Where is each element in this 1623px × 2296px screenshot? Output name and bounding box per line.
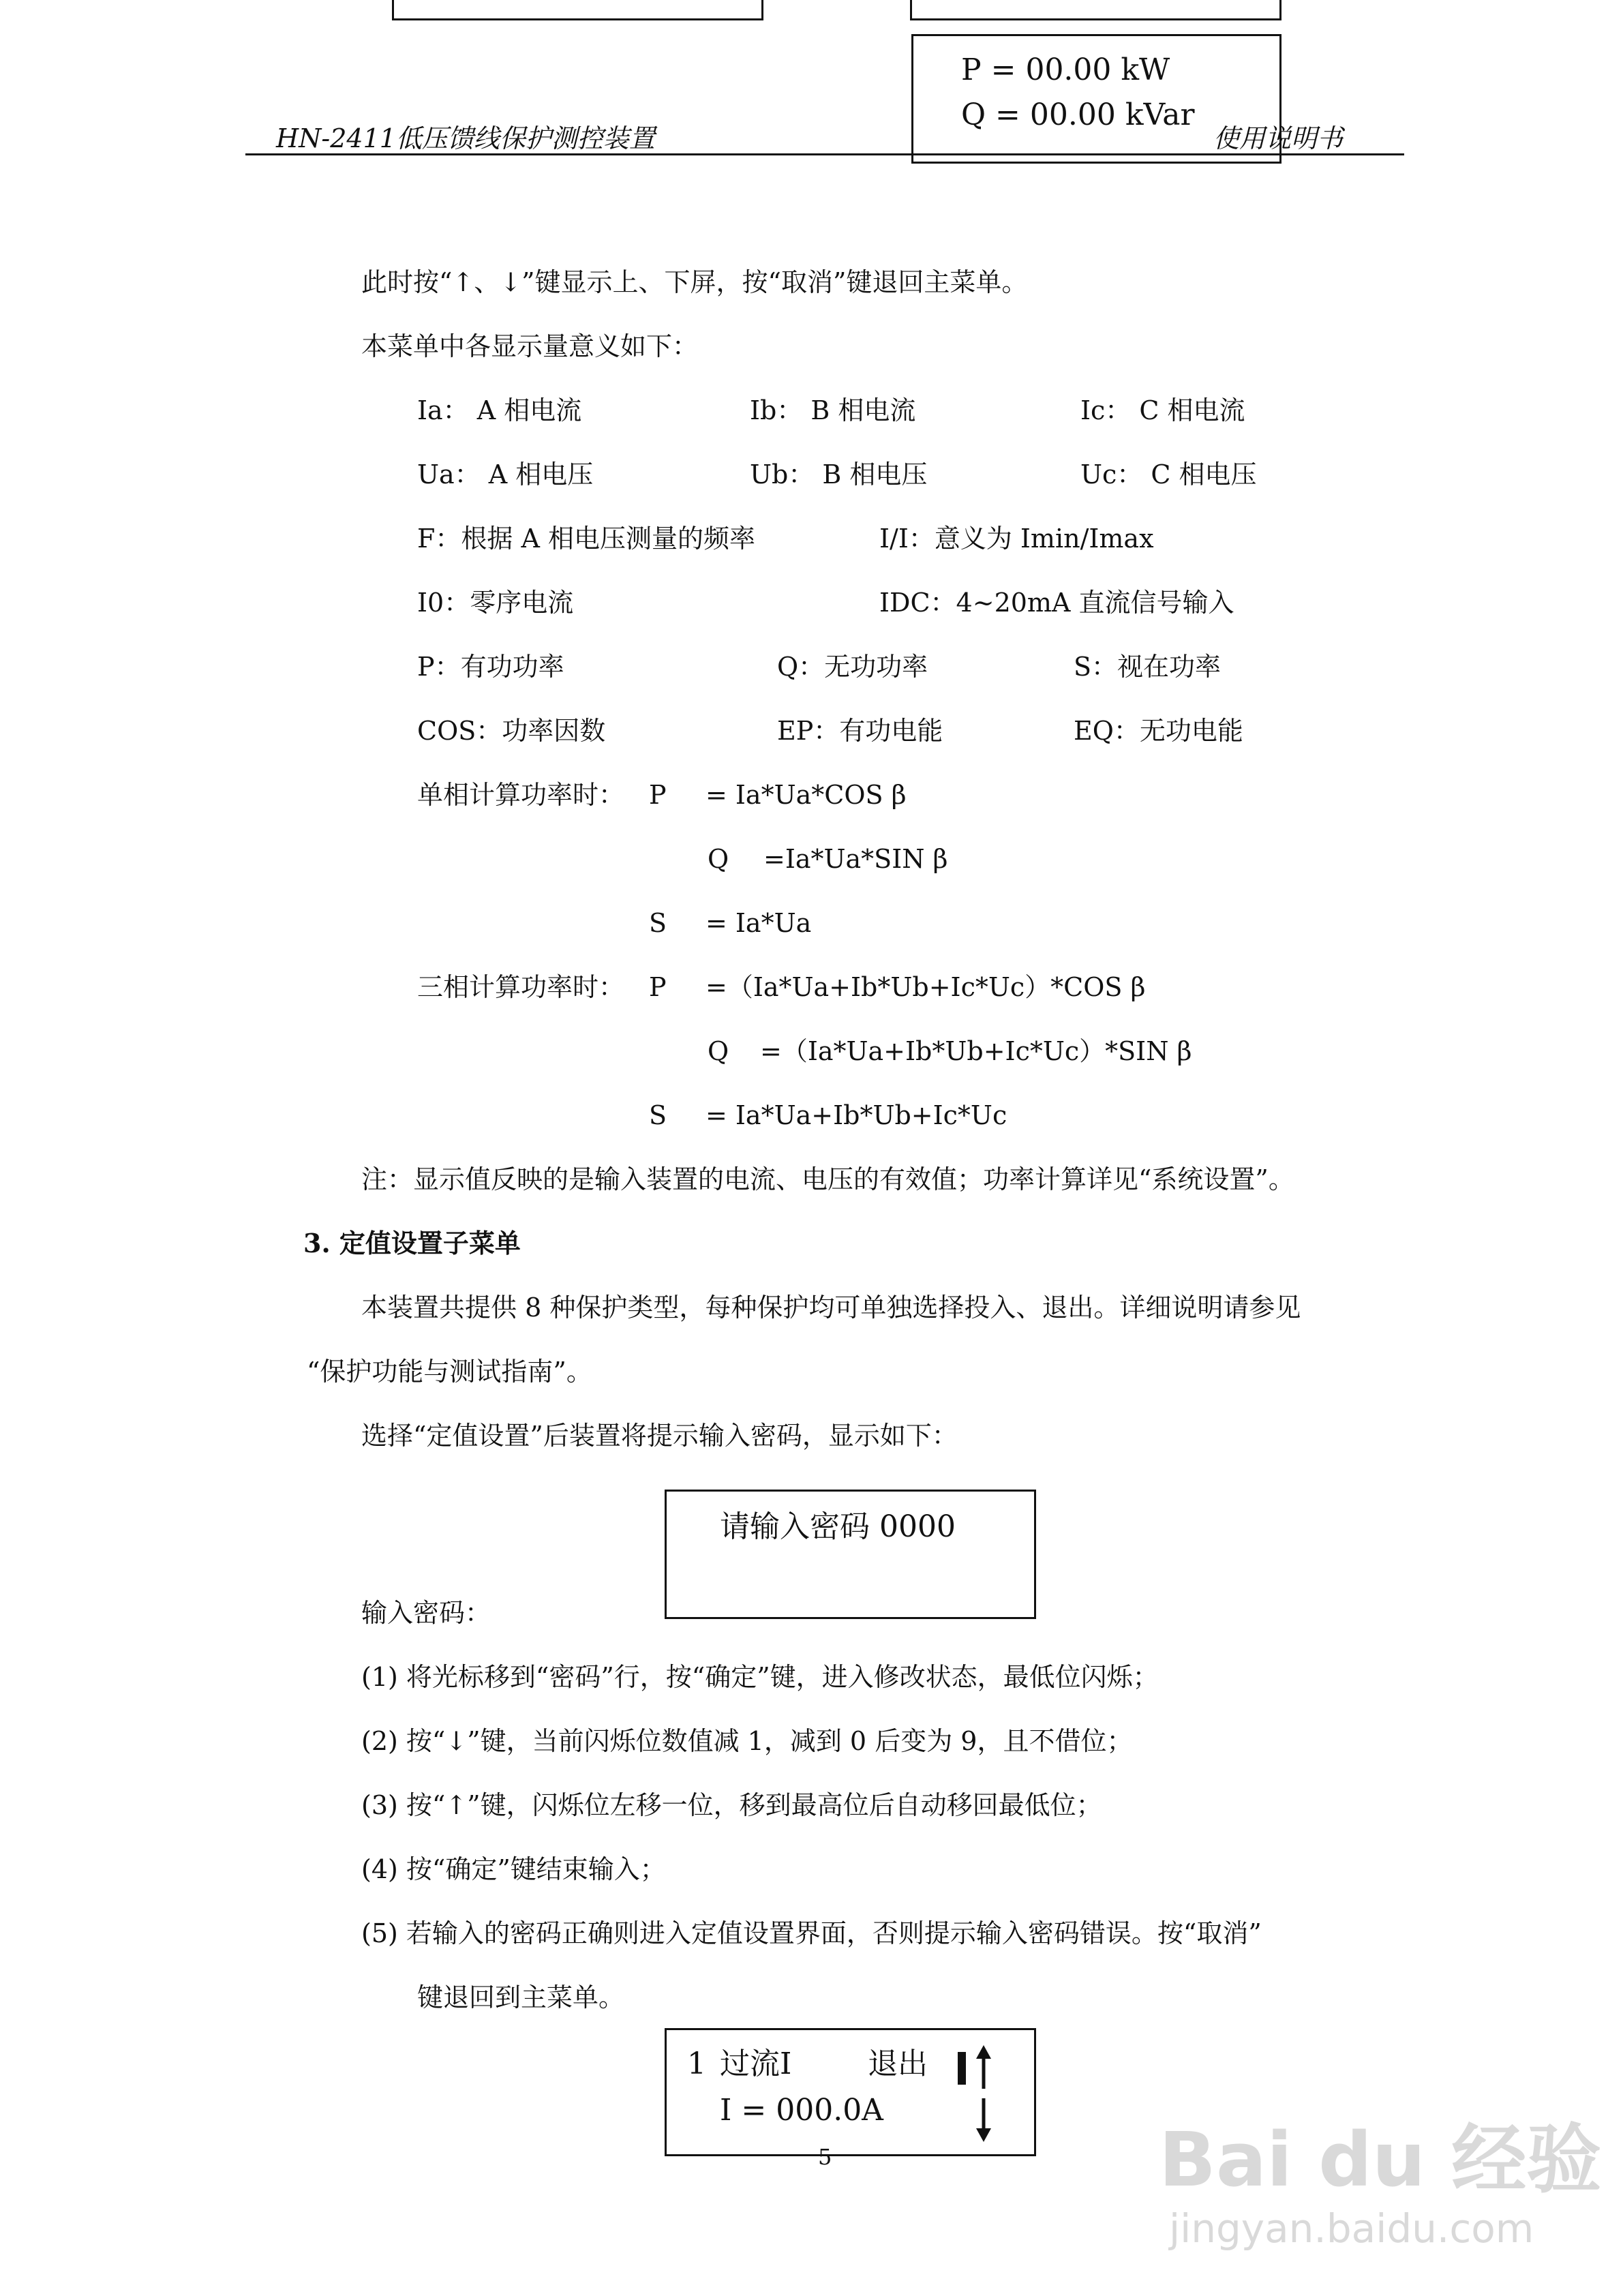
page-number: 5 <box>818 2144 832 2170</box>
protection-state: 退出 <box>868 2046 928 2081</box>
three-s-expr: = Ia*Ua+Ib*Ub+Ic*Uc <box>706 1100 1007 1130</box>
password-step-4: (4) 按“确定”键结束输入； <box>361 1854 666 1884</box>
password-step-5: (5) 若输入的密码正确则进入定值设置界面，否则提示输入密码错误。按“取消” <box>361 1918 1262 1948</box>
single-phase-label: 单相计算功率时： <box>417 780 625 810</box>
section-3-paragraph-1: 本装置共提供 8 种保护类型，每种保护均可单独选择投入、退出。详细说明请参见 <box>361 1293 1301 1323</box>
password-screen <box>665 1490 1036 1619</box>
password-step-5-cont: 键退回到主菜单。 <box>417 1982 625 2012</box>
password-prompt: 请输入密码 0000 <box>720 1509 956 1544</box>
protection-current: I = 000.0A <box>720 2093 883 2128</box>
section-3-paragraph-1-cont: “保护功能与测试指南”。 <box>307 1357 592 1387</box>
single-q-symbol: Q <box>708 844 729 874</box>
lcd-box-right-partial <box>910 0 1281 20</box>
down-arrow-icon <box>973 2096 994 2143</box>
def-ua: Ua： A 相电压 <box>417 459 594 489</box>
def-q: Q：无功功率 <box>777 652 928 682</box>
def-eq: EQ：无功电能 <box>1074 716 1243 746</box>
note: 注：显示值反映的是输入装置的电流、电压的有效值；功率计算详见“系统设置”。 <box>361 1164 1294 1194</box>
three-p-expr: =（Ia*Ua+Ib*Ub+Ic*Uc）*COS β <box>706 972 1146 1002</box>
def-ia: Ia： A 相电流 <box>417 395 582 425</box>
def-ic: Ic： C 相电流 <box>1080 395 1245 425</box>
intro-paragraph-1: 此时按“↑、↓”键显示上、下屏，按“取消”键退回主菜单。 <box>361 267 1028 297</box>
def-ep: EP：有功电能 <box>777 716 943 746</box>
single-p-expr: = Ia*Ua*COS β <box>706 780 907 810</box>
three-q-symbol: Q <box>708 1036 729 1066</box>
header-title: HN-2411低压馈线保护测控装置 <box>276 123 655 153</box>
def-i0: I0：零序电流 <box>417 588 574 618</box>
up-arrow-icon <box>973 2044 994 2091</box>
password-step-3: (3) 按“↑”键，闪烁位左移一位，移到最高位后自动移回最低位； <box>361 1790 1102 1820</box>
protection-number: 1 <box>687 2046 706 2081</box>
def-s: S：视在功率 <box>1074 652 1222 682</box>
baidu-watermark-logo: Bai du 经验 <box>1159 2116 1602 2203</box>
header-right: 使用说明书 <box>1213 123 1344 153</box>
def-f: F：根据 A 相电压测量的频率 <box>417 524 755 554</box>
section-3-paragraph-2: 选择“定值设置”后装置将提示输入密码，显示如下： <box>361 1421 958 1451</box>
single-s-expr: = Ia*Ua <box>706 908 812 938</box>
def-ub: Ub： B 相电压 <box>750 459 928 489</box>
password-steps-label: 输入密码： <box>361 1598 491 1628</box>
header-rule <box>245 153 1404 155</box>
three-p-symbol: P <box>649 972 667 1002</box>
section-3-heading: 3. 定值设置子菜单 <box>303 1228 521 1258</box>
password-step-1: (1) 将光标移到“密码”行，按“确定”键，进入修改状态，最低位闪烁； <box>361 1662 1159 1692</box>
three-phase-label: 三相计算功率时： <box>417 972 625 1002</box>
def-p: P：有功功率 <box>417 652 564 682</box>
lcd-box-left-partial <box>392 0 763 20</box>
single-p-symbol: P <box>649 780 667 810</box>
single-q-expr: =Ia*Ua*SIN β <box>763 844 948 874</box>
power-screen-line1: P = 00.00 kW <box>961 52 1170 87</box>
protection-screen <box>665 2028 1036 2156</box>
three-q-expr: =（Ia*Ua+Ib*Ub+Ic*Uc）*SIN β <box>760 1036 1192 1066</box>
protection-name: 过流Ⅰ <box>720 2046 792 2081</box>
def-idc: IDC：4~20mA 直流信号输入 <box>879 588 1234 618</box>
intro-paragraph-2: 本菜单中各显示量意义如下： <box>361 331 699 361</box>
three-s-symbol: S <box>649 1100 667 1130</box>
password-step-2: (2) 按“↓”键，当前闪烁位数值减 1，减到 0 后变为 9，且不借位； <box>361 1726 1133 1756</box>
cursor-bar-icon <box>958 2052 966 2085</box>
def-ib: Ib： B 相电流 <box>750 395 916 425</box>
single-s-symbol: S <box>649 908 667 938</box>
def-uc: Uc： C 相电压 <box>1080 459 1257 489</box>
power-screen-line2: Q = 00.00 kVar <box>961 97 1195 132</box>
baidu-watermark-url: jingyan.baidu.com <box>1169 2205 1534 2252</box>
def-ii: I/I：意义为 Imin/Imax <box>879 524 1154 554</box>
def-cos: COS：功率因数 <box>417 716 606 746</box>
